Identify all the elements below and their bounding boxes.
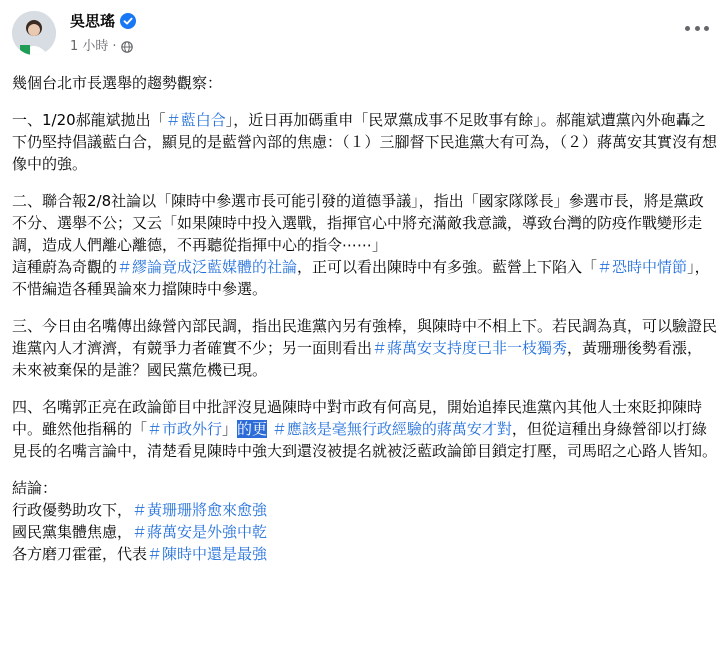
more-dot (685, 26, 690, 31)
p2-text-b: 這種蔚為奇觀的 (12, 258, 118, 276)
conclusion-title: 結論： (12, 479, 58, 497)
paragraph-3 (12, 315, 717, 381)
conclusion (12, 477, 717, 565)
p4-text-b: 」 (222, 420, 238, 438)
post-timestamp[interactable]: 1 小時 (70, 39, 109, 54)
p2-text-c: ，正可以看出陳時中有多強。藍營上下陷入「 (297, 258, 598, 276)
p3-text-b: ，黃珊珊後勢看漲，未來被棄保的是誰？國民黨危機已現。 (12, 339, 703, 379)
p2-text-d: 」，不惜編造各種異論來力擋陳時中參選。 (12, 258, 710, 298)
p2-text-a: 二、聯合報2/8社論以「陳時中參選市長可能引發的道德爭議」，指出「國家隊隊長」參選市長，將是黨政不分、選舉不公；又云「如果陳時中投入選戰，指揮官心中將充滿敵我意識，導致台灣的防疫作戰變形走調，造成人們離心離德，不再聽從指揮中心的指令⋯⋯」 (12, 192, 704, 254)
more-options-icon[interactable] (685, 22, 709, 34)
hashtag-link[interactable]: ＃黃珊珊將愈來愈強 (132, 501, 268, 519)
avatar-photo (12, 11, 56, 55)
post-header (0, 0, 727, 64)
more-dot (704, 26, 709, 31)
avatar[interactable] (12, 11, 56, 55)
conclusion-line-3: 各方磨刀霍霍，代表 (12, 545, 148, 563)
hashtag-link[interactable]: ＃蔣萬安支持度已非一枝獨秀 (372, 339, 568, 357)
post-intro: 幾個台北市長選舉的趨勢觀察： (12, 74, 223, 92)
author-name[interactable]: 吳思瑤 (70, 12, 116, 30)
p1-text-a: 一、1/20郝龍斌拋出「 (12, 111, 166, 129)
p1-text-b: 」，近日再加碼重申「民眾黨成事不足敗事有餘」。郝龍斌遭黨內外砲轟之下仍堅持倡議藍白合，顯見的是藍營內部的焦慮：（１）三腳督下民進黨大有可為，（２）蔣萬安其實沒有想像中的強。 (12, 111, 718, 173)
p4-text-d: ，但從這種出身綠營卻以打綠見長的名嘴言論中，清楚看見陳時中強大到還沒被提名就被泛藍政論節目鎖定打壓，司馬昭之心路人皆知。 (12, 420, 718, 460)
globe-icon[interactable] (121, 41, 133, 53)
author-name-row (70, 11, 136, 31)
hashtag-link[interactable]: ＃陳時中還是最強 (147, 545, 268, 563)
hashtag-link[interactable]: ＃藍白合 (165, 111, 226, 129)
more-dot (695, 26, 700, 31)
paragraph-2 (12, 190, 717, 300)
conclusion-line-2: 國民黨集體焦慮， (12, 523, 133, 541)
hashtag-link[interactable]: ＃市政外行 (147, 420, 223, 438)
hashtag-link[interactable]: ＃應該是毫無行政經驗的蔣萬安才對 (271, 420, 512, 438)
hashtag-link[interactable]: ＃恐時中情節 (597, 258, 688, 276)
post-meta (70, 38, 133, 56)
paragraph-1 (12, 109, 717, 175)
meta-separator: · (112, 39, 117, 54)
p3-text-a: 三、今日由名嘴傳出綠營內部民調，指出民進黨內另有強棒，與陳時中不相上下。若民調為真，可以驗證民進黨內人才濟濟，有競爭力者確實不少；另一面則看出 (12, 317, 718, 357)
post-content (12, 72, 717, 580)
hashtag-link[interactable]: ＃蔣萬安是外強中乾 (132, 523, 268, 541)
hashtag-link[interactable]: ＃繆論竟成泛藍媒體的社論 (117, 258, 298, 276)
conclusion-line-1: 行政優勢助攻下， (12, 501, 133, 519)
p4-text-a: 四、名嘴郭正亮在政論節目中批評沒見過陳時中對市政有何高見，開始追捧民進黨內其他人士來貶抑陳時中。雖然他指稱的「 (12, 398, 703, 438)
verified-badge-icon (120, 13, 136, 29)
paragraph-4 (12, 396, 717, 462)
selected-text: 的更 (237, 420, 268, 438)
